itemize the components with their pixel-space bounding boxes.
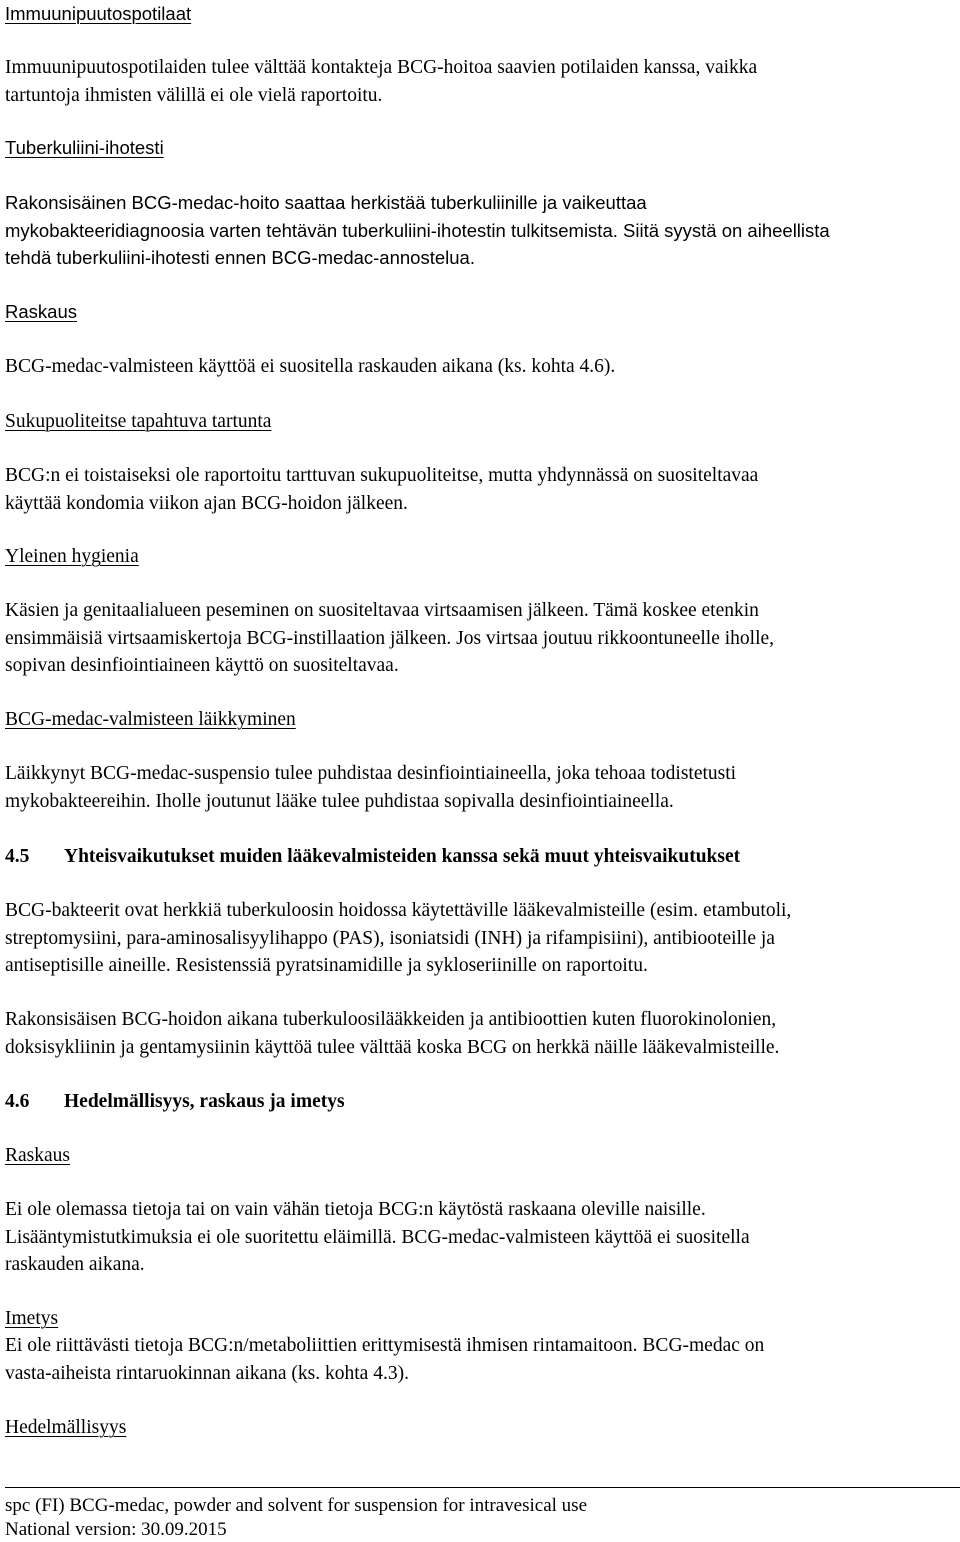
heading-tuberculin-skin-test: Tuberkuliini-ihotesti [5,137,164,158]
heading-pregnancy-4-6: Raskaus [5,1145,70,1166]
footer-divider [5,1487,960,1488]
heading-fertility: Hedelmällisyys [5,1417,127,1438]
section-title: Hedelmällisyys, raskaus ja imetys [64,1091,345,1112]
text-line: vasta-aiheista rintaruokinnan aikana (ks. kohta 4.3). [5,1362,409,1384]
footer-version: National version: 30.09.2015 [5,1519,227,1540]
paragraph-spillage [5,760,955,815]
paragraph-interactions-2 [5,1006,955,1061]
heading-spillage: BCG-medac-valmisteen läikkyminen [5,709,296,730]
text-line: Lisääntymistutkimuksia ei ole suoritettu eläimillä. BCG-medac-valmisteen käyttöä ei suositella [5,1226,750,1248]
section-number: 4.6 [5,1091,30,1112]
paragraph-sexual-transmission [5,462,955,517]
text-line: Läikkynyt BCG-medac-suspensio tulee puhdistaa desinfiointiaineella, joka tehoaa todistetusti [5,763,737,784]
text-line: tehdä tuberkuliini-ihotesti ennen BCG-medac-annostelua. [5,247,475,268]
paragraph-lactation [5,1332,955,1387]
section-heading-4-5 [5,843,955,871]
text-line: BCG-bakteerit ovat herkkiä tuberkuloosin hoidossa käytettäville lääkevalmisteille (esim. etambutoli, [5,900,792,921]
text-line: doksisykliinin ja gentamysiinin käyttöä tulee välttää koska BCG on herkkä näille lääkevalmisteille. [5,1036,780,1058]
page-footer [5,1494,587,1542]
heading-pregnancy: Raskaus [5,301,77,322]
text-line: sopivan desinfiointiaineen käyttö on suositeltavaa. [5,655,399,676]
text-line: Immuunipuutospotilaiden tulee välttää kontakteja BCG-hoitoa saavien potilaiden kanssa, vaikka [5,57,758,78]
text-line: Ei ole riittävästi tietoja BCG:n/metaboliittien erittymisestä ihmisen rintamaitoon. BCG-medac on [5,1335,765,1356]
paragraph-general-hygiene [5,597,955,680]
text-line: tartuntoja ihmisten välillä ei ole vielä raportoitu. [5,84,383,106]
section-heading-4-6 [5,1088,955,1116]
heading-lactation: Imetys [5,1308,59,1329]
section-title: Yhteisvaikutukset muiden lääkevalmisteiden kanssa sekä muut yhteisvaikutukset [64,846,741,867]
footer-document-title: spc (FI) BCG-medac, powder and solvent for suspension for intravesical use [5,1495,587,1516]
heading-general-hygiene: Yleinen hygienia [5,546,139,567]
paragraph-pregnancy-4-6 [5,1196,955,1279]
text-line: Rakonsisäisen BCG-hoidon aikana tuberkuloosilääkkeiden ja antibioottien kuten fluorokinolonien, [5,1009,777,1030]
paragraph-pregnancy [5,353,955,381]
text-line: BCG-medac-valmisteen käyttöä ei suositella raskauden aikana (ks. kohta 4.6). [5,356,616,377]
text-line: raskauden aikana. [5,1254,145,1275]
heading-sexual-transmission: Sukupuoliteitse tapahtuva tartunta [5,411,272,432]
text-line: Ei ole olemassa tietoja tai on vain vähän tietoja BCG:n käytöstä raskaana oleville naisille. [5,1199,706,1220]
text-line: BCG:n ei toistaiseksi ole raportoitu tarttuvan sukupuoliteitse, mutta yhdynnässä on suositeltavaa [5,465,759,486]
text-line: käyttää kondomia viikon ajan BCG-hoidon jälkeen. [5,492,408,514]
text-line: antiseptisille aineille. Resistenssiä pyratsinamidille ja sykloseriinille on raportoitu. [5,955,648,976]
section-number: 4.5 [5,846,30,867]
text-line: Rakonsisäinen BCG-medac-hoito saattaa herkistää tuberkuliinille ja vaikeuttaa [5,192,647,213]
text-line: ensimmäisiä virtsaamiskertoja BCG-instillaation jälkeen. Jos virtsaa joutuu rikkoontuneelle iholle, [5,627,775,649]
text-line: streptomysiini, para-aminosalisyylihappo (PAS), isoniatsidi (INH) ja rifampisiini), antibiooteille ja [5,927,775,949]
paragraph-tuberculin-skin-test [5,189,955,272]
text-line: mykobakteeridiagnoosia varten tehtävän tuberkuliini-ihotestin tulkitsemista. Siitä syystä on aiheellista [5,219,830,241]
text-line: Käsien ja genitaalialueen peseminen on suositeltavaa virtsaamisen jälkeen. Tämä koskee etenkin [5,600,759,621]
paragraph-immunodeficient-patients [5,54,955,109]
heading-immunodeficient-patients: Immuunipuutospotilaat [5,3,192,24]
text-line: mykobakteereihin. Iholle joutunut lääke tulee puhdistaa sopivalla desinfiointiaineella. [5,790,674,812]
paragraph-interactions-1 [5,897,955,980]
